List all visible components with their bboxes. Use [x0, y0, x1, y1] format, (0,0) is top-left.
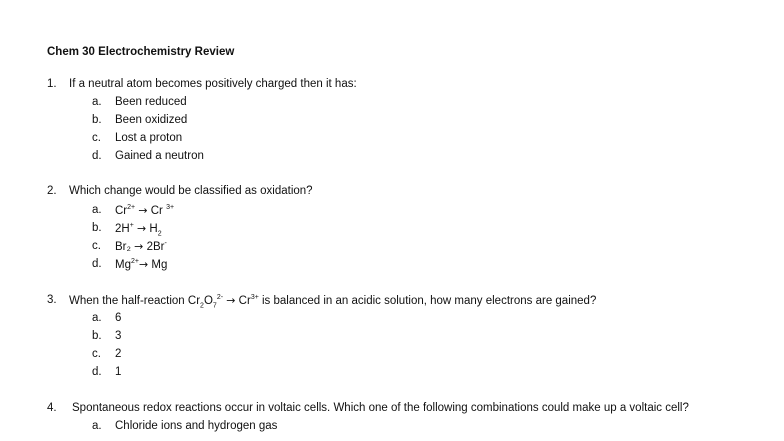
arrow-icon: →: [138, 204, 148, 217]
arrow-icon: →: [226, 294, 236, 307]
question-text: Spontaneous redox reactions occur in voltaic cells. Which one of the following combinations could make up a voltaic cell?: [72, 402, 689, 414]
option-letter: b.: [92, 114, 102, 126]
option-letter: a.: [92, 204, 102, 216]
option-text: Been oxidized: [115, 114, 188, 126]
document-title: Chem 30 Electrochemistry Review: [47, 46, 235, 58]
arrow-icon: →: [138, 258, 149, 271]
option-text: 2: [115, 348, 122, 360]
option-letter: c.: [92, 240, 101, 252]
option-equation: Br₂ → 2Br-: [115, 240, 167, 253]
option-letter: c.: [92, 132, 101, 144]
option-text: 6: [115, 312, 122, 324]
option-text: 3: [115, 330, 122, 342]
option-letter: a.: [92, 312, 102, 324]
question-text: When the half-reaction $Cr_2O_7^{2-} \to Cr^{3+}$ is balanced in an acidic solution, how many electrons are gained?: [69, 294, 597, 310]
option-text: Gained a neutron: [115, 150, 204, 162]
option-letter: d.: [92, 258, 102, 270]
option-text: Been reduced: [115, 96, 187, 108]
question-number: 3.: [47, 294, 57, 306]
arrow-icon: →: [137, 222, 147, 235]
option-equation: $Cr^{2+} \to Cr$ $^{3+}$: [115, 204, 175, 217]
question-text: Which change would be classified as oxidation?: [69, 185, 313, 197]
option-letter: c.: [92, 348, 101, 360]
option-text: Chloride ions and hydrogen gas: [115, 420, 278, 432]
option-letter: b.: [92, 222, 102, 234]
option-equation: $2H^+ \to H_2$: [115, 222, 162, 238]
question-number: 1.: [47, 78, 57, 90]
option-letter: d.: [92, 366, 102, 378]
question-text: If a neutral atom becomes positively charged then it has:: [69, 78, 357, 90]
option-letter: a.: [92, 420, 102, 432]
option-letter: d.: [92, 150, 102, 162]
option-equation: $Mg^{2+}\to Mg$: [115, 258, 168, 271]
question-number: 4.: [47, 402, 57, 414]
option-letter: a.: [92, 96, 102, 108]
option-text: 1: [115, 366, 122, 378]
option-letter: b.: [92, 330, 102, 342]
question-number: 2.: [47, 185, 57, 197]
option-text: Lost a proton: [115, 132, 183, 144]
arrow-icon: →: [134, 240, 144, 253]
